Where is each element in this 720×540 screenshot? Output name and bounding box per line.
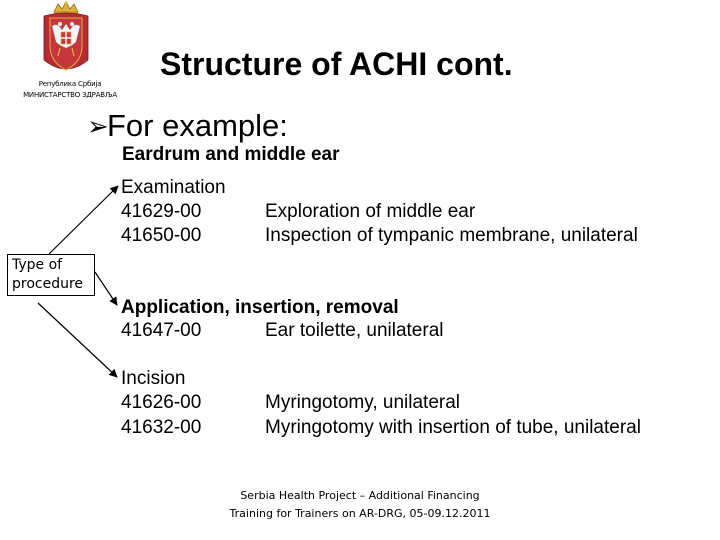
procedure-code: 41650-00 [121,225,202,246]
procedure-description: Inspection of tympanic membrane, unilateral [265,225,638,246]
callout-line: procedure [12,276,84,292]
arrow-bullet-icon: ➢ [87,111,109,141]
footer-training: Training for Trainers on AR-DRG, 05-09.12.2011 [229,507,491,520]
procedure-description: Myringotomy with insertion of tube, unilateral [265,417,641,438]
subheading: Eardrum and middle ear [122,144,340,165]
arrow-to-examination [49,186,118,254]
callout-line: Type of [12,257,63,273]
procedure-code: 41647-00 [121,320,202,341]
procedure-description: Exploration of middle ear [265,201,476,222]
group-heading-examination: Examination [121,177,226,198]
procedure-code: 41626-00 [121,392,202,413]
footer-project: Serbia Health Project – Additional Financing [240,489,480,502]
procedure-code: 41632-00 [121,417,202,438]
arrow-to-incision [38,303,117,377]
ministry-country-label: Република Србија [38,80,102,88]
group-heading-incision: Incision [121,368,186,389]
group-heading-application: Application, insertion, removal [121,297,399,318]
procedure-description: Ear toilette, unilateral [265,320,444,341]
arrow-to-application [95,272,117,305]
procedure-code: 41629-00 [121,201,202,222]
slide-title: Structure of ACHI cont. [160,46,513,82]
procedure-description: Myringotomy, unilateral [265,392,461,413]
ministry-name-label: МИНИСТАРСТВО ЗДРАВЉА [23,91,117,99]
bullet-text: For example: [107,108,288,143]
